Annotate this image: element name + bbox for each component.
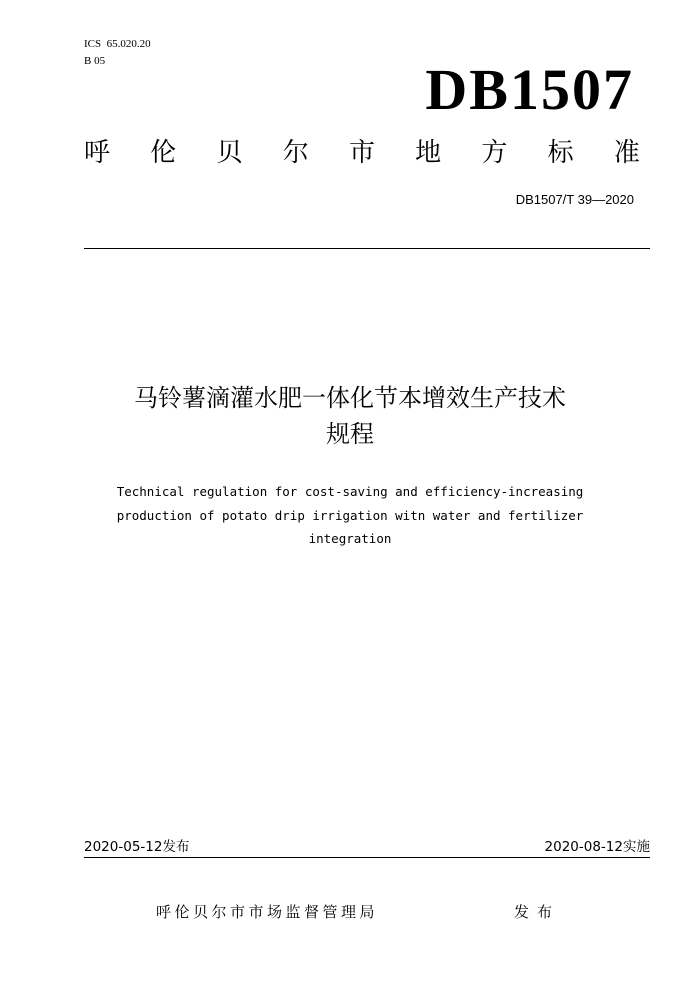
issue-date: 2020-05-12发布 (84, 839, 190, 855)
ics-code: ICS 65.020.20 (84, 38, 151, 50)
standard-type-char: 方 (481, 138, 508, 168)
standard-type-char: 呼 (84, 138, 111, 168)
standard-type-char: 准 (613, 138, 640, 168)
standard-type-char: 市 (348, 138, 375, 168)
header-divider (84, 248, 650, 249)
standard-type (84, 136, 640, 170)
standard-type-char: 标 (547, 138, 574, 168)
footer-divider (84, 857, 650, 858)
english-title-line: production of potato drip irrigation witn water and fertilizer (116, 507, 584, 523)
chinese-title-line: 规程 (326, 420, 374, 448)
chinese-title-line: 马铃薯滴灌水肥一体化节本增效生产技术 (134, 384, 566, 412)
standard-code: DB1507 (425, 57, 634, 122)
standard-type-char: 贝 (216, 138, 243, 168)
publish-label: 发布 (514, 903, 561, 921)
english-title-line: integration (308, 531, 392, 546)
standard-type-char: 伦 (150, 138, 177, 168)
english-title-line: Technical regulation for cost-saving and efficiency-increasing (116, 484, 584, 499)
standard-number: DB1507/T 39—2020 (515, 192, 634, 207)
english-title (60, 480, 640, 551)
publisher-name: 呼伦贝尔市市场监督管理局 (156, 903, 379, 921)
ccs-code: B 05 (84, 55, 106, 67)
chinese-title (40, 380, 660, 452)
standard-type-char: 地 (415, 138, 442, 168)
implementation-date: 2020-08-12实施 (544, 839, 650, 855)
standard-type-char: 尔 (282, 138, 309, 168)
